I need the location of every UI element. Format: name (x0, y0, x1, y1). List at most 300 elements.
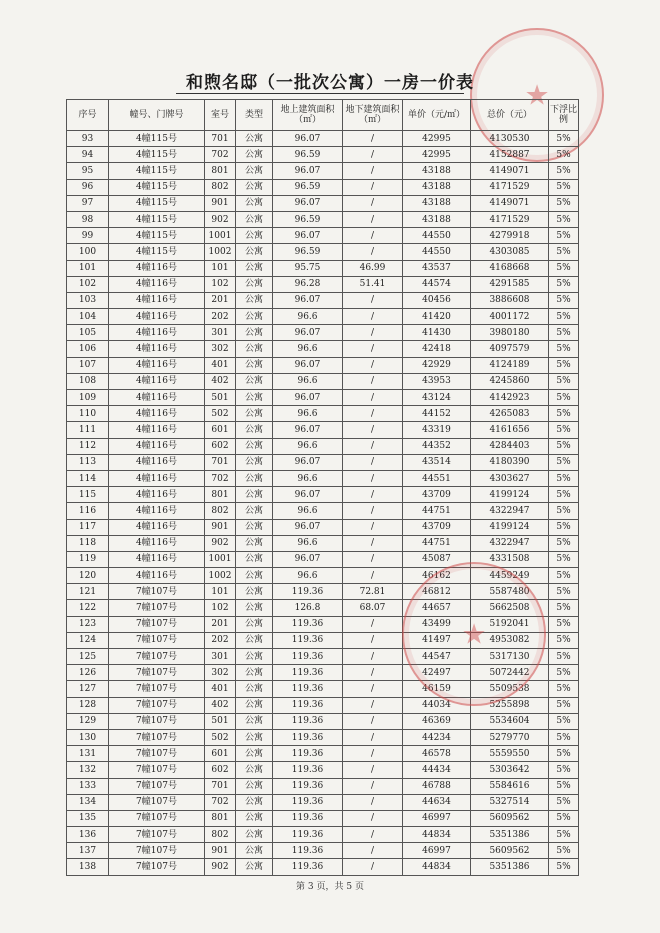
header-cell: 地上建筑面积（㎡） (273, 100, 343, 131)
table-cell: 46162 (403, 568, 471, 584)
table-cell: 5351386 (471, 859, 549, 875)
table-cell: 96.59 (273, 244, 343, 260)
table-cell: 4幢116号 (109, 325, 205, 341)
page-title: 和煦名邸（一批次公寓）一房一价表 (186, 73, 474, 93)
table-cell: 公寓 (236, 810, 273, 826)
table-cell: 501 (205, 390, 236, 406)
table-row (67, 519, 579, 535)
table-cell: 116 (67, 503, 109, 519)
table-cell: 5% (549, 713, 579, 729)
table-cell: 101 (67, 260, 109, 276)
table-cell: 4幢116号 (109, 454, 205, 470)
table-cell: 公寓 (236, 827, 273, 843)
table-row (67, 713, 579, 729)
table-cell: 4279918 (471, 228, 549, 244)
table-cell: 119.36 (273, 794, 343, 810)
table-cell: 4幢116号 (109, 422, 205, 438)
table-row (67, 211, 579, 227)
table-cell: 96.07 (273, 487, 343, 503)
table-cell: 4幢116号 (109, 390, 205, 406)
table-cell: 公寓 (236, 843, 273, 859)
table-cell: 95.75 (273, 260, 343, 276)
table-cell: 4303085 (471, 244, 549, 260)
table-cell: 5% (549, 163, 579, 179)
table-cell: 46788 (403, 778, 471, 794)
table-cell: 45087 (403, 551, 471, 567)
table-cell: 5% (549, 616, 579, 632)
table-cell: 1001 (205, 228, 236, 244)
table-cell: 72.81 (343, 584, 403, 600)
table-cell: 3886608 (471, 292, 549, 308)
table-cell: 4幢116号 (109, 260, 205, 276)
table-cell: 119.36 (273, 859, 343, 875)
table-cell: 401 (205, 357, 236, 373)
table-cell: 43188 (403, 211, 471, 227)
table-cell: 119.36 (273, 778, 343, 794)
table-row (67, 551, 579, 567)
table-row (67, 487, 579, 503)
table-cell: 43953 (403, 373, 471, 389)
table-cell: 5317130 (471, 649, 549, 665)
table-cell: 96.07 (273, 292, 343, 308)
table-cell: 701 (205, 778, 236, 794)
table-cell: 96.6 (273, 438, 343, 454)
table-cell: 502 (205, 406, 236, 422)
table-cell: 公寓 (236, 470, 273, 486)
table-cell: 402 (205, 697, 236, 713)
table-cell: / (343, 810, 403, 826)
table-cell: 102 (67, 276, 109, 292)
table-cell: 114 (67, 470, 109, 486)
table-cell: 5% (549, 827, 579, 843)
table-cell: 公寓 (236, 211, 273, 227)
table-cell: 7幢107号 (109, 697, 205, 713)
table-cell: 41497 (403, 632, 471, 648)
table-cell: 5% (549, 584, 579, 600)
header-cell: 地下建筑面积（㎡） (343, 100, 403, 131)
table-cell: 5% (549, 406, 579, 422)
table-cell: 1001 (205, 551, 236, 567)
table-cell: 4幢116号 (109, 503, 205, 519)
table-cell: 93 (67, 131, 109, 147)
table-row (67, 810, 579, 826)
table-cell: 46997 (403, 843, 471, 859)
table-cell: 5% (549, 325, 579, 341)
table-cell: / (343, 632, 403, 648)
table-cell: 7幢107号 (109, 794, 205, 810)
table-cell: / (343, 697, 403, 713)
table-cell: 135 (67, 810, 109, 826)
table-cell: 96.07 (273, 325, 343, 341)
table-cell: 4124189 (471, 357, 549, 373)
table-cell: / (343, 195, 403, 211)
table-cell: 44634 (403, 794, 471, 810)
table-cell: 4199124 (471, 519, 549, 535)
table-row (67, 535, 579, 551)
table-row (67, 147, 579, 163)
table-row (67, 454, 579, 470)
table-cell: / (343, 729, 403, 745)
table-cell: 7幢107号 (109, 827, 205, 843)
table-cell: 4152887 (471, 147, 549, 163)
table-cell: 801 (205, 163, 236, 179)
table-cell: 4130530 (471, 131, 549, 147)
table-cell: 5255898 (471, 697, 549, 713)
table-cell: 301 (205, 649, 236, 665)
table-cell: 96.59 (273, 147, 343, 163)
table-cell: 5% (549, 438, 579, 454)
table-cell: 602 (205, 762, 236, 778)
table-cell: 5% (549, 632, 579, 648)
table-row (67, 390, 579, 406)
table-cell: 102 (205, 276, 236, 292)
table-cell: 119.36 (273, 746, 343, 762)
table-cell: / (343, 211, 403, 227)
table-cell: 127 (67, 681, 109, 697)
table-cell: 802 (205, 179, 236, 195)
table-cell: 5587480 (471, 584, 549, 600)
table-cell: 公寓 (236, 390, 273, 406)
table-cell: 5% (549, 762, 579, 778)
table-cell: 5% (549, 487, 579, 503)
table-cell: / (343, 859, 403, 875)
table-cell: 44550 (403, 244, 471, 260)
table-cell: 4459249 (471, 568, 549, 584)
table-cell: 4幢115号 (109, 244, 205, 260)
table-cell: 43319 (403, 422, 471, 438)
table-cell: 42497 (403, 665, 471, 681)
table-cell: 129 (67, 713, 109, 729)
table-cell: 5% (549, 649, 579, 665)
table-cell: 96.07 (273, 357, 343, 373)
table-cell: 121 (67, 584, 109, 600)
table-cell: 44234 (403, 729, 471, 745)
table-cell: 102 (205, 600, 236, 616)
table-cell: 701 (205, 131, 236, 147)
table-cell: 101 (205, 584, 236, 600)
table-cell: 公寓 (236, 649, 273, 665)
table-cell: 5% (549, 454, 579, 470)
table-cell: 96.6 (273, 373, 343, 389)
table-cell: 5609562 (471, 843, 549, 859)
table-cell: / (343, 843, 403, 859)
table-cell: 44152 (403, 406, 471, 422)
table-cell: 公寓 (236, 665, 273, 681)
table-cell: 97 (67, 195, 109, 211)
table-cell: 301 (205, 325, 236, 341)
table-cell: 4幢116号 (109, 519, 205, 535)
table-cell: 5% (549, 341, 579, 357)
table-cell: 302 (205, 665, 236, 681)
table-row (67, 179, 579, 195)
table-cell: 43537 (403, 260, 471, 276)
table-cell: 5% (549, 292, 579, 308)
table-cell: 96.6 (273, 309, 343, 325)
table-cell: 41420 (403, 309, 471, 325)
table-cell: 902 (205, 535, 236, 551)
table-cell: 119.36 (273, 843, 343, 859)
table-cell: 44550 (403, 228, 471, 244)
table-cell: 94 (67, 147, 109, 163)
table-cell: 7幢107号 (109, 843, 205, 859)
table-cell: 96.07 (273, 131, 343, 147)
table-cell: 公寓 (236, 438, 273, 454)
table-cell: 501 (205, 713, 236, 729)
table-cell: 96.07 (273, 390, 343, 406)
table-cell: / (343, 827, 403, 843)
table-cell: 公寓 (236, 422, 273, 438)
table-cell: 4097579 (471, 341, 549, 357)
table-cell: 44034 (403, 697, 471, 713)
table-cell: 公寓 (236, 729, 273, 745)
table-cell: 119.36 (273, 665, 343, 681)
table-cell: 202 (205, 309, 236, 325)
table-row (67, 422, 579, 438)
table-cell: 118 (67, 535, 109, 551)
table-cell: 4149071 (471, 163, 549, 179)
table-cell: 5279770 (471, 729, 549, 745)
table-cell: 701 (205, 454, 236, 470)
table-cell: / (343, 390, 403, 406)
table-cell: 4149071 (471, 195, 549, 211)
table-cell: 44657 (403, 600, 471, 616)
table-cell: 44834 (403, 827, 471, 843)
table-row (67, 131, 579, 147)
table-cell: 7幢107号 (109, 859, 205, 875)
table-cell: 119.36 (273, 584, 343, 600)
table-cell: 公寓 (236, 341, 273, 357)
table-row (67, 292, 579, 308)
table-cell: 43188 (403, 179, 471, 195)
table-cell: 43499 (403, 616, 471, 632)
table-cell: 4幢116号 (109, 309, 205, 325)
table-cell: 4幢116号 (109, 487, 205, 503)
table-cell: 134 (67, 794, 109, 810)
table-cell: 公寓 (236, 276, 273, 292)
table-cell: / (343, 649, 403, 665)
table-cell: 115 (67, 487, 109, 503)
table-cell: 44751 (403, 535, 471, 551)
table-cell: 119.36 (273, 729, 343, 745)
table-cell: 96.6 (273, 535, 343, 551)
table-cell: 5534604 (471, 713, 549, 729)
table-row (67, 373, 579, 389)
table-cell: 119.36 (273, 632, 343, 648)
table-cell: / (343, 551, 403, 567)
table-cell: 5% (549, 309, 579, 325)
table-cell: 96.59 (273, 211, 343, 227)
table-cell: 5584616 (471, 778, 549, 794)
table-cell: 公寓 (236, 244, 273, 260)
table-cell: / (343, 357, 403, 373)
table-cell: 公寓 (236, 373, 273, 389)
table-cell: 112 (67, 438, 109, 454)
table-cell: 4180390 (471, 454, 549, 470)
table-cell: 125 (67, 649, 109, 665)
table-cell: 119.36 (273, 827, 343, 843)
table-cell: 5% (549, 746, 579, 762)
table-cell: 5509538 (471, 681, 549, 697)
table-cell: 96 (67, 179, 109, 195)
table-cell: 126 (67, 665, 109, 681)
table-cell: / (343, 568, 403, 584)
table-cell: / (343, 778, 403, 794)
table-cell: 126.8 (273, 600, 343, 616)
table-cell: 7幢107号 (109, 778, 205, 794)
table-cell: 4幢115号 (109, 195, 205, 211)
table-cell: 7幢107号 (109, 762, 205, 778)
table-cell: 46369 (403, 713, 471, 729)
table-row (67, 438, 579, 454)
table-cell: 5% (549, 519, 579, 535)
table-cell: 公寓 (236, 568, 273, 584)
table-cell: 公寓 (236, 309, 273, 325)
table-cell: 4幢116号 (109, 357, 205, 373)
table-cell: 101 (205, 260, 236, 276)
table-cell: 40456 (403, 292, 471, 308)
table-cell: / (343, 309, 403, 325)
table-cell: 5% (549, 794, 579, 810)
table-row (67, 341, 579, 357)
table-cell: 43188 (403, 163, 471, 179)
table-cell: 5% (549, 195, 579, 211)
table-cell: 5% (549, 357, 579, 373)
table-cell: 4001172 (471, 309, 549, 325)
table-cell: 5559550 (471, 746, 549, 762)
table-cell: 201 (205, 616, 236, 632)
table-cell: 5% (549, 665, 579, 681)
table-cell: 44751 (403, 503, 471, 519)
table-cell: 5% (549, 600, 579, 616)
table-cell: 4幢116号 (109, 470, 205, 486)
table-cell: 公寓 (236, 584, 273, 600)
table-cell: 4幢116号 (109, 535, 205, 551)
table-cell: 公寓 (236, 859, 273, 875)
table-cell: 公寓 (236, 794, 273, 810)
table-row (67, 357, 579, 373)
table-cell: / (343, 406, 403, 422)
table-cell: 901 (205, 195, 236, 211)
table-cell: / (343, 665, 403, 681)
table-cell: 119 (67, 551, 109, 567)
table-row (67, 746, 579, 762)
table-cell: 46.99 (343, 260, 403, 276)
table-cell: 4幢115号 (109, 211, 205, 227)
table-cell: 113 (67, 454, 109, 470)
table-cell: 96.07 (273, 551, 343, 567)
table-cell: 4171529 (471, 211, 549, 227)
table-cell: 4幢116号 (109, 276, 205, 292)
table-cell: / (343, 179, 403, 195)
table-cell: 5% (549, 810, 579, 826)
table-cell: 公寓 (236, 535, 273, 551)
table-cell: 公寓 (236, 454, 273, 470)
table-cell: 119.36 (273, 681, 343, 697)
table-cell: 43514 (403, 454, 471, 470)
table-cell: 202 (205, 632, 236, 648)
table-cell: 119.36 (273, 616, 343, 632)
table-cell: 122 (67, 600, 109, 616)
table-cell: 44547 (403, 649, 471, 665)
table-cell: 95 (67, 163, 109, 179)
title-underline (176, 93, 464, 94)
table-cell: 5% (549, 211, 579, 227)
table-cell: 106 (67, 341, 109, 357)
table-cell: 5% (549, 244, 579, 260)
table-cell: 1002 (205, 568, 236, 584)
header-cell: 幢号、门牌号 (109, 100, 205, 131)
table-row (67, 228, 579, 244)
table-cell: 7幢107号 (109, 681, 205, 697)
table-cell: 7幢107号 (109, 649, 205, 665)
table-cell: / (343, 438, 403, 454)
table-cell: 4幢116号 (109, 551, 205, 567)
table-cell: 4265083 (471, 406, 549, 422)
table-cell: 7幢107号 (109, 746, 205, 762)
table-cell: 96.07 (273, 454, 343, 470)
table-cell: 公寓 (236, 746, 273, 762)
table-cell: / (343, 373, 403, 389)
table-cell: 7幢107号 (109, 713, 205, 729)
table-cell: 4161656 (471, 422, 549, 438)
table-cell: 4幢115号 (109, 228, 205, 244)
table-cell: 902 (205, 859, 236, 875)
header-cell: 总价（元） (471, 100, 549, 131)
table-cell: 公寓 (236, 357, 273, 373)
table-cell: 43124 (403, 390, 471, 406)
table-cell: 602 (205, 438, 236, 454)
table-cell: 119.36 (273, 697, 343, 713)
table-cell: 130 (67, 729, 109, 745)
table-cell: / (343, 228, 403, 244)
table-cell: 128 (67, 697, 109, 713)
table-row (67, 309, 579, 325)
table-cell: 4幢116号 (109, 568, 205, 584)
header-cell: 下浮比例 (549, 100, 579, 131)
table-row (67, 325, 579, 341)
table-row (67, 276, 579, 292)
table-cell: 公寓 (236, 260, 273, 276)
table-cell: 131 (67, 746, 109, 762)
table-row (67, 762, 579, 778)
table-row (67, 859, 579, 875)
table-cell: 137 (67, 843, 109, 859)
table-cell: 4142923 (471, 390, 549, 406)
table-cell: / (343, 244, 403, 260)
table-cell: 44352 (403, 438, 471, 454)
table-cell: 公寓 (236, 762, 273, 778)
table-cell: 96.07 (273, 422, 343, 438)
table-cell: 公寓 (236, 616, 273, 632)
table-cell: 5327514 (471, 794, 549, 810)
table-cell: 119.36 (273, 713, 343, 729)
table-cell: 4幢116号 (109, 341, 205, 357)
table-cell: / (343, 470, 403, 486)
table-row (67, 827, 579, 843)
table-cell: 4953082 (471, 632, 549, 648)
table-cell: 119.36 (273, 649, 343, 665)
table-cell: 42995 (403, 131, 471, 147)
table-cell: 44574 (403, 276, 471, 292)
table-cell: 46997 (403, 810, 471, 826)
table-cell: 302 (205, 341, 236, 357)
table-cell: / (343, 746, 403, 762)
table-cell: 108 (67, 373, 109, 389)
table-cell: 7幢107号 (109, 584, 205, 600)
table-cell: 42418 (403, 341, 471, 357)
table-cell: 136 (67, 827, 109, 843)
table-cell: 5% (549, 179, 579, 195)
